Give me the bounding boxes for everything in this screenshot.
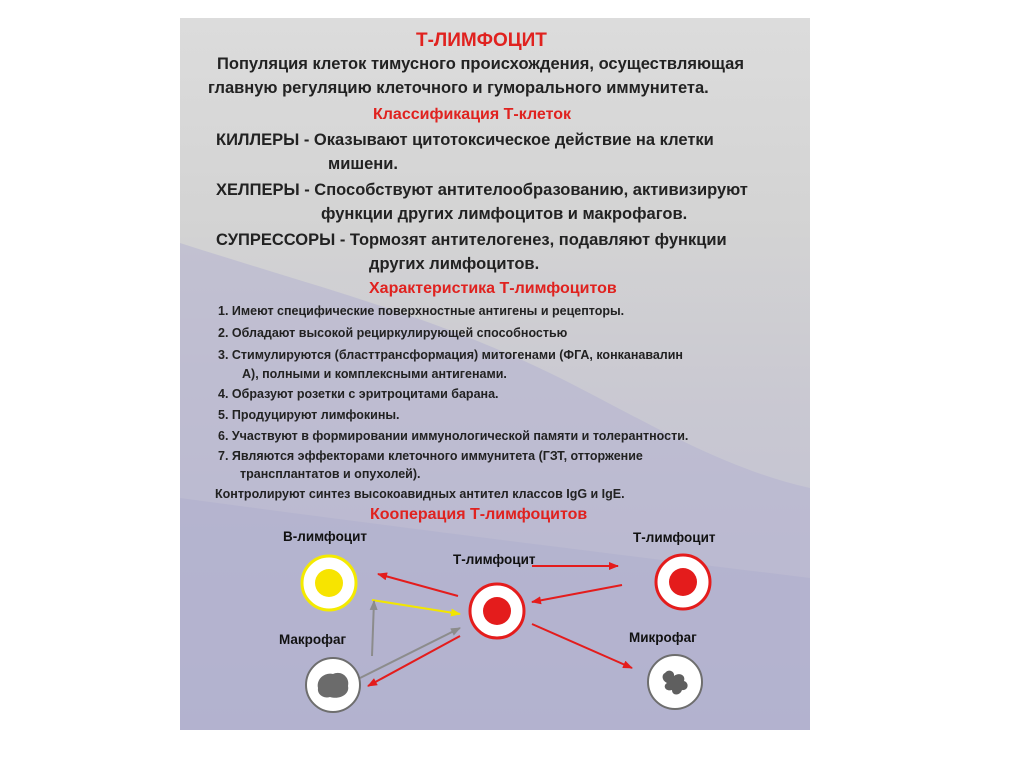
label-macrophage: Макрофаг <box>279 632 347 647</box>
macrophage-cell <box>306 658 360 712</box>
arrow-t-to-macrophage <box>368 636 460 686</box>
arrow-macrophage-to-b <box>372 601 374 656</box>
helpers-line-2: функции других лимфоцитов и макрофагов. <box>321 205 688 223</box>
t-lymphocyte-center-cell <box>470 584 524 638</box>
label-microphage: Микрофаг <box>629 630 697 645</box>
arrow-t-to-b <box>378 574 458 596</box>
char-item-4: 4. Образуют розетки с эритроцитами барана. <box>218 387 499 401</box>
char-item-2: 2. Обладают высокой рециркулирующей способностью <box>218 326 568 340</box>
char-item-6: 6. Участвуют в формировании иммунологической памяти и толерантности. <box>218 429 689 443</box>
suppressors-line-1: СУПРЕССОРЫ - Тормозят антителогенез, подавляют функции <box>216 231 727 249</box>
b-lymphocyte-cell <box>302 556 356 610</box>
helpers-line-1: ХЕЛПЕРЫ - Способствуют антителообразованию, активизируют <box>216 181 748 199</box>
slide <box>180 18 810 730</box>
page-title: Т-ЛИМФОЦИТ <box>416 30 547 51</box>
char-item-3: 3. Стимулируются (бласттрансформация) митогенами (ФГА, конканавалин <box>218 348 683 362</box>
suppressors-line-2: других лимфоцитов. <box>369 255 540 273</box>
classification-heading: Классификация Т-клеток <box>373 106 572 123</box>
char-item-7: 7. Являются эффекторами клеточного иммунитета (ГЗТ, отторжение <box>218 449 643 463</box>
char-item-5: 5. Продуцируют лимфокины. <box>218 408 400 422</box>
killers-line-1: КИЛЛЕРЫ - Оказывают цитотоксическое действие на клетки <box>216 131 714 149</box>
char-item-3-cont: А), полными и комплексными антигенами. <box>242 367 507 381</box>
arrow-t-to-microphage <box>532 624 632 668</box>
microphage-cell <box>648 655 702 709</box>
arrow-t-right-to-t <box>532 585 622 602</box>
label-t-lymphocyte-right: Т-лимфоцит <box>633 530 716 545</box>
t-lymphocyte-right-cell <box>656 555 710 609</box>
cooperation-heading: Кооперация Т-лимфоцитов <box>370 506 588 523</box>
killers-line-2: мишени. <box>328 155 398 173</box>
definition-line-2: главную регуляцию клеточного и гуморального иммунитета. <box>208 79 709 97</box>
label-t-lymphocyte-center: Т-лимфоцит <box>453 552 536 567</box>
char-item-1: 1. Имеют специфические поверхностные антигены и рецепторы. <box>218 304 625 318</box>
cooperation-diagram <box>180 18 810 730</box>
char-item-7-cont: трансплантатов и опухолей). <box>240 467 421 481</box>
arrow-b-to-t <box>372 600 460 614</box>
definition-line-1: Популяция клеток тимусного происхождения, осуществляющая <box>217 55 744 73</box>
characteristics-heading: Характеристика Т-лимфоцитов <box>369 280 617 297</box>
label-b-lymphocyte: В-лимфоцит <box>283 529 368 544</box>
arrow-macrophage-to-t <box>360 628 460 678</box>
char-summary: Контролируют синтез высокоавидных антител классов IgG и IgE. <box>215 487 625 501</box>
